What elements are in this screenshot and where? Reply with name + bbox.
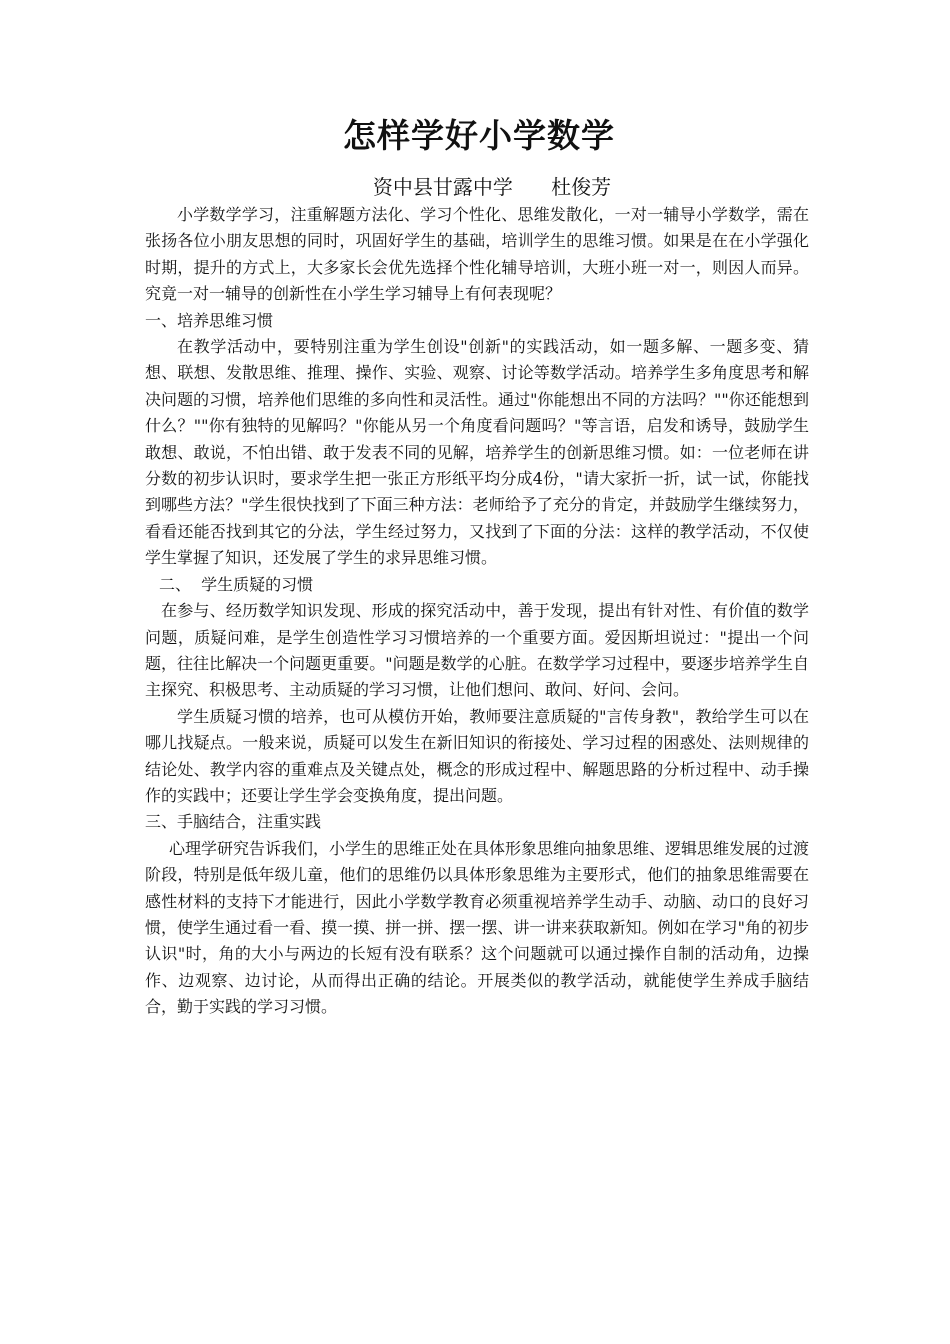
author-byline: 资中县甘露中学 杜俊芳 [372,175,612,199]
document-page [145,112,809,1021]
section-heading-1: 一、培养思维习惯 [145,310,274,330]
document-title: 怎样学好小学数学 [343,116,615,155]
section3-paragraph: 心理学研究告诉我们，小学生的思维正处在具体形象思维向抽象思维、逻辑思维发展的过渡阶段，特别是低年级儿童，他们的思维仍以具体形象思维为主要形式，他们的抽象思维需要在感性材料的支持下才能进行，因此小学数学教育必须重视培养学生动手、动脑、动口的良好习惯，使学生通过看一看、摸一摸、拼一拼、摆一摆、讲一讲来获取新知。例如在学习"角的初步认识"时，角的大小与两边的长短有没有联系？这个问题就可以通过操作自制的活动角，边操作、边观察、边讨论，从而得出正确的结论。开展类似的教学活动，就能使学生养成手脑结合，勤于实践的学习习惯。 [145,838,810,1017]
document-body [145,202,809,1021]
section1-paragraph: 在教学活动中，要特别注重为学生创设"创新"的实践活动，如一题多解、一题多变、猜想、联想、发散思维、推理、操作、实验、观察、讨论等数学活动。培养学生多角度思考和解决问题的习惯，培养他们思维的多向性和灵活性。通过"你能想出不同的方法吗？""你还能想到什么？""你有独特的见解吗？"你能从另一个角度看问题吗？"等言语，启发和诱导，鼓励学生敢想、敢说，不怕出错、敢于发表不同的见解，培养学生的创新思维习惯。如：一位老师在讲分数的初步认识时，要求学生把一张正方形纸平均分成4份，"请大家折一折，试一试，你能找到哪些方法？"学生很快找到了下面三种方法：老师给予了充分的肯定，并鼓励学生继续努力，看看还能否找到其它的分法，学生经过努力，又找到了下面的分法：这样的教学活动，不仅使学生掌握了知识，还发展了学生的求异思维习惯。 [145,337,809,568]
section2-paragraph-a: 在参与、经历数学知识发现、形成的探究活动中，善于发现，提出有针对性、有价值的数学问题，质疑问难，是学生创造性学习习惯培养的一个重要方面。爱因斯坦说过："提出一个问题，往往比解决一个问题更重要。"问题是数学的心脏。在数学学习过程中，要逐步培养学生自主探究、积极思考、主动质疑的学习习惯，让他们想问、敢问、好问、会问。 [145,601,809,700]
section-heading-2: 二、 学生质疑的习惯 [159,574,314,594]
section2-paragraph-b: 学生质疑习惯的培养，也可从模仿开始，教师要注意质疑的"言传身教"，教给学生可以在哪儿找疑点。一般来说，质疑可以发生在新旧知识的衔接处、学习过程的困惑处、法则规律的结论处、教学内容的重难点及关键点处，概念的形成过程中、解题思路的分析过程中、动手操作的实践中；还要让学生学会变换角度，提出问题。 [145,706,809,805]
intro-paragraph: 小学数学学习，注重解题方法化、学习个性化、思维发散化，一对一辅导小学数学，需在张扬各位小朋友思想的同时，巩固好学生的基础，培训学生的思维习惯。如果是在在小学强化时期，提升的方式上，大多家长会优先选择个性化辅导培训，大班小班一对一，则因人而异。究竟一对一辅导的创新性在小学生学习辅导上有何表现呢？ [145,205,809,304]
section-heading-3: 三、手脑结合，注重实践 [145,812,322,832]
